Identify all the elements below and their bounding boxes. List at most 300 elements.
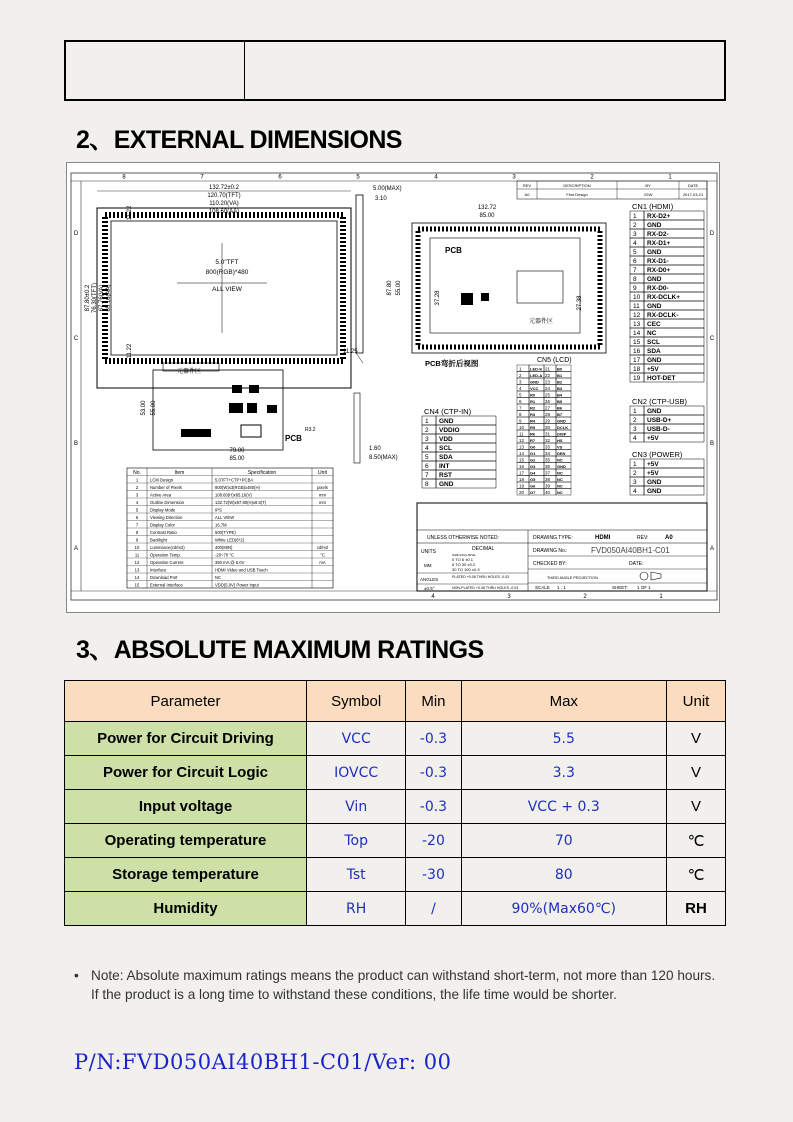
pin-name: G0 xyxy=(530,444,536,450)
spec-cell: Luminance(cd/m2) xyxy=(150,545,185,550)
spec-cell: -20~70 °C xyxy=(215,552,235,558)
folded-pcb-label: PCB xyxy=(445,246,462,255)
tb-tol-3: 30 TO 100 ±0.3 xyxy=(452,567,480,572)
min-cell: -0.3 xyxy=(406,722,461,756)
pin-number: 28 xyxy=(545,411,551,417)
pin-number: 7 xyxy=(519,405,522,411)
max-cell: 5.5 xyxy=(461,722,666,756)
pin-name: RX-D2- xyxy=(647,231,669,238)
spec-cell: 13 xyxy=(134,567,140,573)
header-max: Max xyxy=(461,681,666,722)
dim-bh: 53.00 xyxy=(141,400,147,416)
tb-tol-1: 0 TO 6 ±0.1 xyxy=(452,557,473,562)
pin-name: VDD xyxy=(439,436,453,443)
pin-number: 19 xyxy=(519,483,525,489)
pin-name: R2 xyxy=(530,405,536,411)
tb-units: UNITS xyxy=(421,549,436,555)
pin-number: 7 xyxy=(633,267,637,274)
note-text: Note: Absolute maximum ratings means the product can withstand short-term, not more than 120 hours. If the product is a long time to withstand these conditions, the life time would be shorter. xyxy=(91,968,716,1002)
pin-number: 2 xyxy=(633,222,637,229)
spec-cell: 4 xyxy=(135,500,139,505)
rev-header: DESCRIPTION xyxy=(563,183,591,188)
spec-cell: mm xyxy=(319,500,326,505)
symbol-cell: RH xyxy=(307,892,406,926)
pin-name: DCLK xyxy=(557,424,569,430)
spec-cell: 132.72(W)x87.80(H)x8.5(T) xyxy=(215,500,267,505)
title-block xyxy=(417,503,707,591)
dim-w4: 108.60(AA) xyxy=(208,209,240,215)
pin-table-title: CN3 (POWER) xyxy=(632,450,683,459)
max-cell: 70 xyxy=(461,824,666,858)
table-row xyxy=(65,858,726,892)
folded-chip-2 xyxy=(481,293,489,301)
pin-table-title: CN5 (LCD) xyxy=(537,357,572,364)
rev-cell: JGW xyxy=(643,192,653,197)
pin-name: RX-DCLK+ xyxy=(647,294,681,301)
spec-cell: Number of Pixels xyxy=(150,485,182,490)
spec-cell: White LED(6*2) xyxy=(215,537,245,543)
spec-cell: 8 xyxy=(135,530,139,535)
zone-number: 1 xyxy=(668,174,672,181)
pin-number: 17 xyxy=(633,357,641,364)
ratings-table xyxy=(64,680,726,926)
folded-chip-1 xyxy=(461,293,473,305)
spec-cell: 108.60(H)x65.16(V) xyxy=(215,492,252,498)
ratings-header-row xyxy=(65,681,726,722)
projection-symbol-icon xyxy=(640,572,648,580)
pin-name: B3 xyxy=(557,385,563,391)
note-bullet: • xyxy=(74,968,79,983)
pin-number: 1 xyxy=(633,213,637,220)
rev-header: REV xyxy=(522,183,532,188)
tb-sheet: SHEET: xyxy=(612,585,628,590)
spec-cell: Interface xyxy=(150,567,167,573)
pin-name: HOT-DET xyxy=(647,375,676,382)
pin-number: 29 xyxy=(545,418,551,424)
zone-number: 7 xyxy=(200,174,204,181)
max-cell: 3.3 xyxy=(461,756,666,790)
pin-number: 1 xyxy=(633,461,637,468)
pin-name: HS xyxy=(557,437,563,443)
pin-name: GND xyxy=(647,408,662,415)
dim-h2: 76.30(TFT) xyxy=(92,282,98,314)
pin-number: 9 xyxy=(633,285,637,292)
param-cell: Operating temperature xyxy=(65,824,307,858)
spec-cell: 3 xyxy=(135,492,139,498)
pin-number: 13 xyxy=(519,444,525,450)
pin-name: GND xyxy=(647,249,662,256)
dim-w1: 132.72±0.2 xyxy=(209,185,239,191)
pin-name: DISP xyxy=(557,431,567,437)
tb-drawing-no-label: DRAWING No.: xyxy=(533,548,568,554)
dim-w3: 110.20(VA) xyxy=(209,201,239,207)
pin-name: B6 xyxy=(557,405,563,411)
dim-side1: 11.22 xyxy=(127,205,133,221)
spec-cell: External Interface xyxy=(150,582,183,588)
min-cell: -0.3 xyxy=(406,790,461,824)
pin-number: 4 xyxy=(633,488,637,495)
pin-number: 25 xyxy=(545,392,551,398)
pin-name: +5V xyxy=(647,366,659,373)
zone-letter: A xyxy=(73,546,79,552)
pin-name: INT xyxy=(439,463,450,470)
pin-number: 35 xyxy=(545,457,551,463)
symbol-cell: Tst xyxy=(307,858,406,892)
dim-w2: 120.70(TFT) xyxy=(207,193,241,199)
pin-name: GND xyxy=(557,463,566,469)
front-view xyxy=(85,185,351,388)
pin-name: DEN xyxy=(557,450,566,456)
pin-number: 7 xyxy=(425,472,429,479)
tb-tolerance-note: UNLESS OTHERWISE NOTED: xyxy=(427,535,499,541)
pin-number: 4 xyxy=(633,435,637,442)
pin-number: 16 xyxy=(519,463,525,469)
pcb-chip-3 xyxy=(229,403,243,413)
spec-cell: 400(MIN) xyxy=(215,545,233,550)
zone-letter: C xyxy=(73,336,79,342)
header-box xyxy=(64,40,726,101)
pin-number: 32 xyxy=(545,437,551,443)
pin-table-title: CN2 (CTP-USB) xyxy=(632,397,688,406)
spec-cell: 11 xyxy=(134,552,140,558)
pin-number: 22 xyxy=(545,372,551,378)
spec-cell: Download Port xyxy=(150,575,178,580)
pin-name: R4 xyxy=(530,418,536,424)
rev-cell: A0 xyxy=(524,192,530,197)
zone-letter: D xyxy=(709,231,715,237)
pin-table-title: CN1 (HDMI) xyxy=(632,202,674,211)
tb-scale: SCALE xyxy=(535,585,550,590)
tb-checked: CHECKED BY: xyxy=(533,561,567,567)
zone-number: 3 xyxy=(512,174,516,181)
header-symbol: Symbol xyxy=(307,681,406,722)
pin-name: B2 xyxy=(557,379,563,385)
spec-cell: NC xyxy=(215,575,222,580)
rev-cell: 2017-03-21 xyxy=(682,192,704,197)
spec-cell: 350 mA @ 5.0V xyxy=(215,560,245,565)
tb-scale-val: 1 : 1 xyxy=(557,585,566,590)
spec-cell: 14 xyxy=(134,575,140,580)
tb-size-hdr: SIZE INCLUSIVE xyxy=(452,553,476,557)
pin-number: 4 xyxy=(633,240,637,247)
pin-name: NC xyxy=(557,483,563,489)
pin-number: 26 xyxy=(545,398,551,404)
pin-name: CEC xyxy=(647,321,661,328)
pin-number: 2 xyxy=(519,372,522,378)
dim-b1: 79.00 xyxy=(229,448,245,454)
pin-name: SDA xyxy=(647,348,661,355)
spec-cell: Operation Temp. xyxy=(150,552,181,558)
zone-number: 1 xyxy=(659,594,663,600)
pin-name: R5 xyxy=(530,424,536,430)
zone-letter: B xyxy=(709,441,715,447)
pcb-chip-2 xyxy=(249,385,259,393)
spec-cell: 6 xyxy=(135,515,139,520)
part-number: P/N:FVD050AI40BH1-C01/Ver: 00 xyxy=(74,1050,452,1074)
spec-cell: 12 xyxy=(134,560,140,565)
pin-number: 8 xyxy=(633,276,637,283)
max-cell: 80 xyxy=(461,858,666,892)
pin-name: VCC xyxy=(530,385,539,391)
pcb-chip-4 xyxy=(247,403,257,413)
pin-name: G6 xyxy=(530,483,536,489)
tb-non-plated: NON-PLATED +0.08 THRU HOLES -0.03 xyxy=(452,586,519,590)
zone-number: 3 xyxy=(507,594,511,600)
unit-cell: ℃ xyxy=(667,824,726,858)
header-unit: Unit xyxy=(667,681,726,722)
pin-table-title: CN4 (CTP-IN) xyxy=(424,407,472,416)
spec-cell: Display Mode xyxy=(150,507,176,513)
symbol-cell: Vin xyxy=(307,790,406,824)
pin-name: USB-D+ xyxy=(647,417,672,424)
param-cell: Humidity xyxy=(65,892,307,926)
tb-angle-val: ±0.5° xyxy=(424,586,435,591)
min-cell: / xyxy=(406,892,461,926)
screen-text-1: 5.0"TFT xyxy=(215,259,239,266)
zone-letter: C xyxy=(709,336,715,342)
rev-block-outline xyxy=(517,181,707,199)
pin-number: 18 xyxy=(519,476,525,482)
pin-name: RX-D1+ xyxy=(647,240,671,247)
pin-name: R0 xyxy=(530,392,536,398)
max-cell: 90%(Max60℃) xyxy=(461,892,666,926)
pin-name: RX-D2+ xyxy=(647,213,671,220)
spec-header: Unit xyxy=(318,470,327,476)
tb-tol-2: 6 TO 30 ±0.2 xyxy=(452,562,476,567)
pin-number: 2 xyxy=(633,470,637,477)
pin-name: B1 xyxy=(557,372,563,378)
note xyxy=(74,966,724,1004)
spec-cell: 5 xyxy=(135,507,139,513)
pin-name: R3 xyxy=(530,411,536,417)
pin-number: 39 xyxy=(545,483,551,489)
pin-name: SCL xyxy=(647,339,660,346)
rev-cell: First Design xyxy=(566,192,588,197)
tb-rev-label: REV: xyxy=(637,535,649,541)
spec-cell: 10 xyxy=(134,545,140,550)
zone-number: 5 xyxy=(356,174,360,181)
side-view xyxy=(343,186,402,463)
pin-number: 21 xyxy=(545,366,551,372)
dim-r: R3.2 xyxy=(305,427,316,433)
spec-cell: ALL VIEW xyxy=(215,515,235,520)
spec-cell: Operation Current xyxy=(150,560,184,565)
pin-name: R1 xyxy=(530,398,536,404)
dim-t1: 5.00(MAX) xyxy=(373,186,402,192)
pin-number: 8 xyxy=(425,481,429,488)
pin-name: NC xyxy=(557,489,563,495)
pin-number: 8 xyxy=(519,411,522,417)
pin-number: 14 xyxy=(633,330,641,337)
pin-number: 11 xyxy=(633,303,640,310)
spec-cell: Outline Dimension xyxy=(150,500,185,505)
spec-cell: Contrast Ratio xyxy=(150,530,177,535)
pin-name: GND xyxy=(647,479,662,486)
pin-number: 3 xyxy=(633,231,637,238)
pin-number: 31 xyxy=(545,431,551,437)
spec-cell: 1 xyxy=(135,477,139,483)
pin-name: GND xyxy=(439,418,454,425)
table-row xyxy=(65,824,726,858)
dim-pw2: 85.00 xyxy=(479,213,495,219)
pcb-connector xyxy=(181,429,211,437)
spec-cell: mA xyxy=(319,560,326,565)
pin-number: 15 xyxy=(519,457,525,463)
pin-name: NC xyxy=(557,470,563,476)
pin-name: GND xyxy=(647,357,662,364)
pin-number: 11 xyxy=(519,431,524,437)
pin-number: 30 xyxy=(545,424,551,430)
pin-name: G2 xyxy=(530,457,536,463)
pin-name: GND xyxy=(530,379,539,385)
spec-cell: LCM Design xyxy=(150,477,174,483)
pin-number: 5 xyxy=(633,249,637,256)
pin-name: RX-D1- xyxy=(647,258,669,265)
pin-number: 12 xyxy=(633,312,641,319)
pin-number: 6 xyxy=(425,463,429,470)
pin-number: 4 xyxy=(425,445,429,452)
front-outline xyxy=(97,208,351,388)
pin-name: NC xyxy=(647,330,657,337)
pin-number: 37 xyxy=(545,470,551,476)
pcb-back-view xyxy=(141,363,316,462)
dim-h3: 67.76(VA) xyxy=(99,284,105,312)
pcb-chip-1 xyxy=(232,385,242,393)
pin-number: 17 xyxy=(519,470,525,476)
spec-cell: 16.7M xyxy=(215,522,227,528)
tb-projection: THIRD ANGLE PROJECTION xyxy=(547,576,598,580)
zone-number: 6 xyxy=(278,174,282,181)
screen-text-3: ALL VIEW xyxy=(212,286,242,293)
pin-name: SDA xyxy=(439,454,453,461)
zone-number: 4 xyxy=(431,594,435,600)
revision-block xyxy=(517,181,707,199)
rev-header: DATE xyxy=(687,183,699,188)
param-cell: Input voltage xyxy=(65,790,307,824)
pin-name: G3 xyxy=(530,463,536,469)
symbol-cell: IOVCC xyxy=(307,756,406,790)
screen-text-2: 800(RGB)*480 xyxy=(205,269,249,276)
dim-ph3: 37.28 xyxy=(435,290,441,306)
spec-cell: Viewing Direction xyxy=(150,515,183,520)
pin-number: 3 xyxy=(425,436,429,443)
pin-number: 20 xyxy=(519,489,525,495)
pin-name: USB-D- xyxy=(647,426,670,433)
dim-b3: 1.60 xyxy=(369,446,381,452)
dim-h4: 65.16(AA) xyxy=(106,284,112,312)
pin-name: NC xyxy=(557,457,563,463)
dim-bh2: 55.00 xyxy=(151,400,157,416)
section-title-external-dimensions: 2、EXTERNAL DIMENSIONS xyxy=(76,126,402,154)
symbol-cell: VCC xyxy=(307,722,406,756)
pin-name: SCL xyxy=(439,445,452,452)
pin-name: GND xyxy=(647,222,662,229)
spec-header: Item xyxy=(174,470,185,476)
unit-cell: V xyxy=(667,722,726,756)
tb-drawing-type-label: DRAWING TYPE: xyxy=(533,535,573,541)
pin-number: 1 xyxy=(633,408,637,415)
folded-parts-label: 元器件区 xyxy=(529,319,554,325)
unit-cell: ℃ xyxy=(667,858,726,892)
spec-cell: mm xyxy=(319,492,326,498)
pin-number: 36 xyxy=(545,463,551,469)
pin-number: 6 xyxy=(633,258,637,265)
spec-header: No. xyxy=(133,470,141,476)
tb-decimal: DECIMAL xyxy=(472,546,495,552)
param-cell: Power for Circuit Driving xyxy=(65,722,307,756)
pin-name: B0 xyxy=(557,366,563,372)
tb-rev: A0 xyxy=(665,535,673,541)
dim-b4: 8.50(MAX) xyxy=(369,455,398,461)
tb-angles: ANGLES xyxy=(420,577,439,582)
pin-name: GND xyxy=(647,303,662,310)
pin-number: 2 xyxy=(425,427,429,434)
dim-side3: 11.25 xyxy=(343,349,358,355)
tb-mm: MM xyxy=(424,563,432,568)
pcb-chip-5 xyxy=(267,405,277,413)
spec-cell: Backlight xyxy=(150,537,167,543)
pin-number: 38 xyxy=(545,476,551,482)
spec-table xyxy=(127,468,333,588)
dim-t2: 3.10 xyxy=(375,196,387,202)
pin-name: VDDIO xyxy=(439,427,460,434)
pin-name: RST xyxy=(439,472,452,479)
pin-name: +5V xyxy=(647,461,659,468)
pin-number: 13 xyxy=(633,321,641,328)
spec-cell: Active Area xyxy=(150,492,172,498)
pcb-label: PCB xyxy=(285,434,302,443)
pin-number: 2 xyxy=(633,417,637,424)
dim-ph4: 27.38 xyxy=(577,295,583,311)
pin-number: 18 xyxy=(633,366,641,373)
pin-name: NC xyxy=(557,476,563,482)
pin-number: 16 xyxy=(633,348,641,355)
spec-header: Specification xyxy=(247,470,277,476)
table-row xyxy=(65,790,726,824)
symbol-cell: Top xyxy=(307,824,406,858)
pin-name: RX-D0+ xyxy=(647,267,671,274)
pcb-parts-label: 元器件区 xyxy=(176,369,202,375)
pin-number: 40 xyxy=(545,489,551,495)
spec-cell: 2 xyxy=(135,485,139,490)
pin-name: G7 xyxy=(530,489,536,495)
pcb-usb xyxy=(241,425,261,437)
pin-name: G1 xyxy=(530,450,536,456)
table-row xyxy=(65,892,726,926)
pin-number: 10 xyxy=(519,424,525,430)
pin-number: 3 xyxy=(633,426,637,433)
pin-name: RX-D0- xyxy=(647,285,669,292)
spec-cell: 7 xyxy=(135,522,139,528)
zone-letter: D xyxy=(73,231,79,237)
header-parameter: Parameter xyxy=(65,681,307,722)
zone-number: 2 xyxy=(590,174,594,181)
drawing-svg xyxy=(67,163,721,614)
spec-cell: IPS xyxy=(215,507,222,513)
pin-name: GND xyxy=(557,418,566,424)
pin-number: 9 xyxy=(519,418,522,424)
pin-name: R6 xyxy=(530,431,536,437)
zone-letter: B xyxy=(73,441,79,447)
pcb-folded-view xyxy=(387,205,606,368)
pin-number: 6 xyxy=(519,398,522,404)
tb-plated: PLATED +0.08 THRU HOLES -0.03 xyxy=(452,575,510,579)
dim-ph1: 87.80 xyxy=(387,280,393,296)
pin-number: 4 xyxy=(519,385,522,391)
pin-number: 5 xyxy=(425,454,429,461)
pin-name: VS xyxy=(557,444,563,450)
spec-cell: 15 xyxy=(134,582,140,588)
